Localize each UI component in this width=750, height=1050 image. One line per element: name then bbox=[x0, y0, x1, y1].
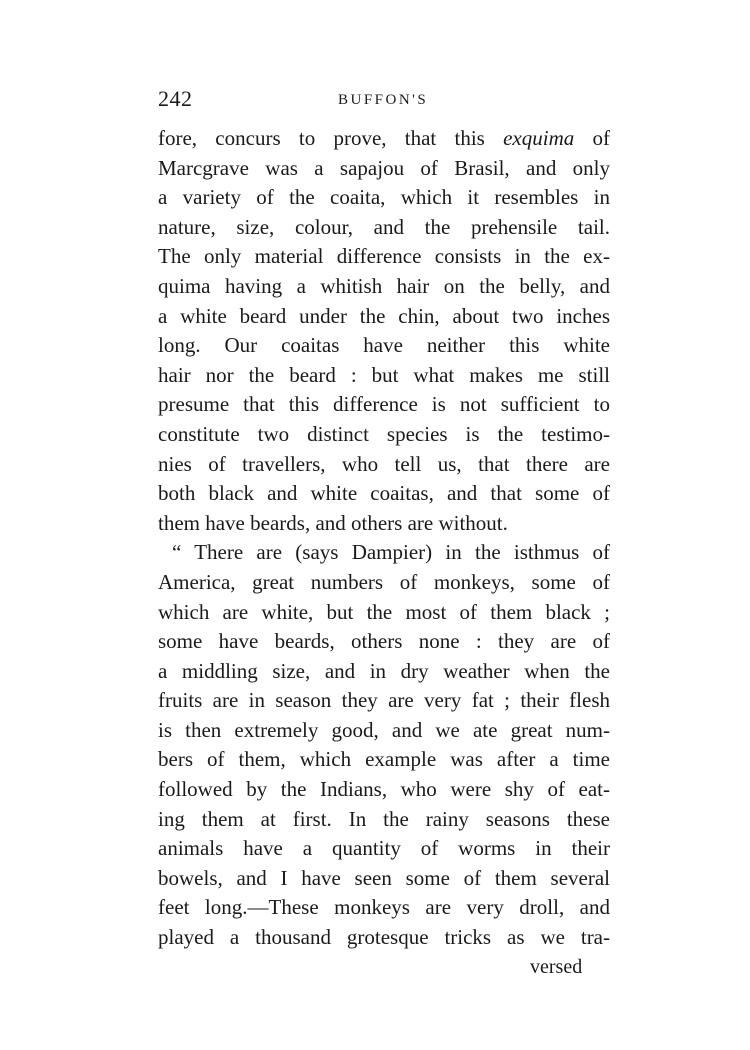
text-line: fruits are in season they are very fat ; their flesh bbox=[158, 688, 610, 713]
text-line: some have beards, others none : they are of bbox=[158, 629, 610, 654]
running-head bbox=[158, 86, 618, 116]
text-line: presume that this difference is not sufficient to bbox=[158, 392, 610, 417]
text-line: nature, size, colour, and the prehensile tail. bbox=[158, 214, 610, 239]
text-line: “ There are (says Dampier) in the isthmus of bbox=[172, 540, 610, 565]
text-line: followed by the Indians, who were shy of eat- bbox=[158, 777, 610, 802]
text-line: a variety of the coaita, which it resembles in bbox=[158, 185, 610, 210]
text-line: a white beard under the chin, about two inches bbox=[158, 303, 610, 328]
text-line: bers of them, which example was after a time bbox=[158, 747, 610, 772]
text-line: nies of travellers, who tell us, that there are bbox=[158, 451, 610, 476]
body-text bbox=[158, 124, 610, 953]
text-line: bowels, and I have seen some of them several bbox=[158, 865, 610, 890]
text-line: quima having a whitish hair on the belly, and bbox=[158, 273, 610, 298]
text-line: long. Our coaitas have neither this white bbox=[158, 333, 610, 358]
text-line: fore, concurs to prove, that this exquima of bbox=[158, 126, 610, 150]
text-line: played a thousand grotesque tricks as we tra- bbox=[158, 925, 610, 950]
italic-term: exquima bbox=[503, 126, 575, 150]
text-line: is then extremely good, and we ate great num- bbox=[158, 717, 610, 742]
text-line: them have beards, and others are without. bbox=[158, 510, 508, 535]
text-line: animals have a quantity of worms in their bbox=[158, 836, 610, 861]
text-line: constitute two distinct species is the testimo- bbox=[158, 421, 610, 446]
catchword: versed bbox=[530, 956, 583, 978]
text-line: Marcgrave was a sapajou of Brasil, and only bbox=[158, 155, 610, 180]
text-line: both black and white coaitas, and that some of bbox=[158, 481, 610, 506]
running-head-title: BUFFON'S bbox=[338, 92, 429, 108]
text-line: feet long.—These monkeys are very droll, and bbox=[158, 895, 610, 920]
text-line: The only material difference consists in the ex- bbox=[158, 244, 610, 269]
text-line: which are white, but the most of them black ; bbox=[158, 599, 610, 624]
text-line: hair nor the beard : but what makes me still bbox=[158, 362, 610, 387]
text-line: a middling size, and in dry weather when the bbox=[158, 658, 610, 683]
page-number: 242 bbox=[158, 86, 193, 111]
text-line: America, great numbers of monkeys, some of bbox=[158, 569, 610, 594]
text-line: ing them at first. In the rainy seasons these bbox=[158, 806, 610, 831]
